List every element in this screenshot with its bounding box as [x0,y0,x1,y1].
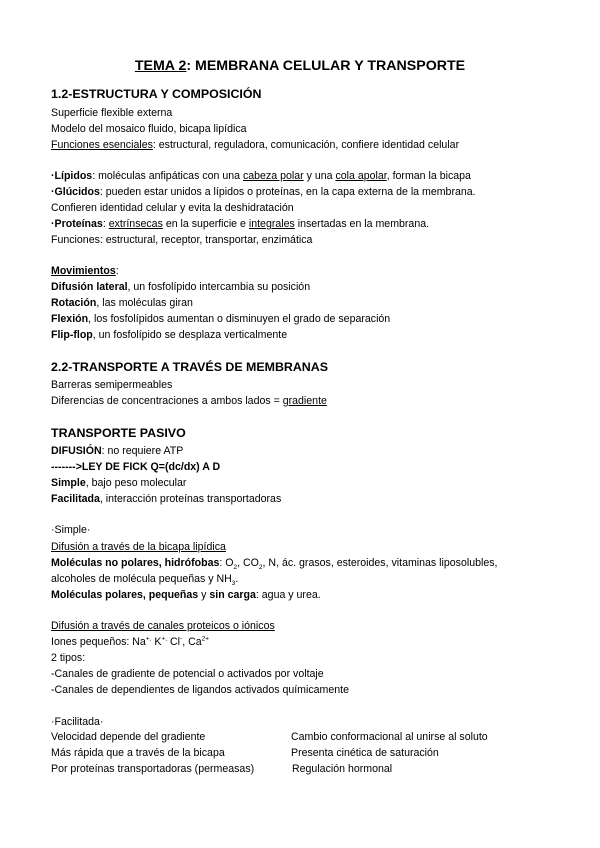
simple-line: Simple, bajo peso molecular [51,477,187,489]
difusion-line: DIFUSIÓN: no requiere ATP [51,445,184,457]
text-line: Confieren identidad celular y evita la deshidratación [51,202,294,214]
page-title: TEMA 2: MEMBRANA CELULAR Y TRANSPORTE [134,58,466,74]
text-line: 2 tipos: [51,652,86,664]
movimiento-item: Flexión, los fosfolípidos aumentan o disminuyen el grado de separación [51,313,391,325]
movimiento-item: Flip-flop, un fosfolípido se desplaza verticalmente [51,329,288,341]
movimiento-item: Rotación, las moléculas giran [51,297,193,309]
funciones-line: Funciones esenciales: estructural, reguladora, comunicación, confiere identidad celular [51,139,460,151]
facilitada-right-item: Cambio conformacional al unirse al soluto [291,731,488,743]
facilitada-left-item: Velocidad depende del gradiente [51,731,206,743]
facilitada-right-item: Presenta cinética de saturación [291,747,439,759]
facilitada-heading: ·Facilitada· [51,716,104,728]
subheading-bicapa: Difusión a través de la bicapa lipídica [51,541,226,553]
gradiente-line: Diferencias de concentraciones a ambos lados = gradiente [51,395,327,407]
text-line: Barreras semipermeables [51,379,173,391]
ley-fick-line: ------->LEY DE FICK Q=(dc/dx) A D [51,461,221,473]
tipo-item: -Canales de dependientes de ligandos activados químicamente [51,684,349,696]
facilitada-right-item: Regulación hormonal [292,763,393,775]
lipidos-line: ·Lípidos: moléculas anfipáticas con una cabeza polar y una cola apolar, forman la bicapa [51,170,471,182]
no-polares-line-2: alcoholes de molécula pequeñas y $NH_3$. [51,573,239,588]
text-line: Modelo del mosaico fluido, bicapa lipídica [51,123,247,135]
tipo-item: -Canales de gradiente de potencial o activados por voltaje [51,668,324,680]
no-polares-line: Moléculas no polares, hidrófobas: $O_2$, $CO_2$, N, ác. grasos, esteroides, vitaminas liposolubles, [51,557,498,572]
proteinas-line: ·Proteínas: extrínsecas en la superficie e integrales insertadas en la membrana. [51,218,430,230]
movimientos-heading: Movimientos: [51,265,119,277]
section-heading-estructura: 1.2-ESTRUCTURA Y COMPOSICIÓN [51,87,262,101]
facilitada-left-item: Más rápida que a través de la bicapa [51,747,225,759]
subheading-canales: Difusión a través de canales proteicos o iónicos [51,620,275,632]
facilitada-left-item: Por proteínas transportadoras (permeasas) [51,763,255,775]
iones-line: Iones pequeños: Na+, K+, Cl-, $Ca^{2+}$ [51,635,210,648]
glucidos-line: ·Glúcidos: pueden estar unidos a lípidos o proteínas, en la capa externa de la membrana. [51,186,476,198]
text-line: Superficie flexible externa [51,107,173,119]
pasivo-heading: TRANSPORTE PASIVO [51,426,186,440]
section-heading-transporte: 2.2-TRANSPORTE A TRAVÉS DE MEMBRANAS [51,360,328,374]
text-line: Funciones: estructural, receptor, transportar, enzimática [51,234,313,246]
movimiento-item: Difusión lateral, un fosfolípido intercambia su posición [51,281,311,293]
simple-heading: ·Simple· [51,524,91,536]
facilitada-line: Facilitada, interacción proteínas transportadoras [51,493,282,505]
polares-line: Moléculas polares, pequeñas y sin carga: agua y urea. [51,589,321,601]
